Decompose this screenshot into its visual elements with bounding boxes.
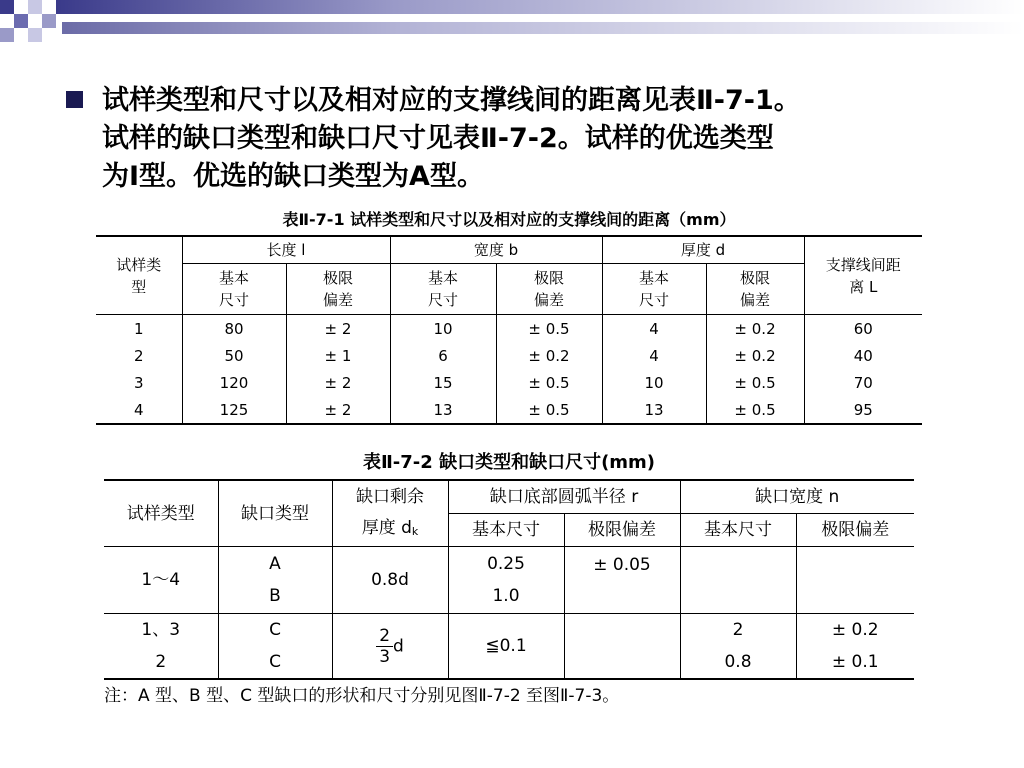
t1-header-tolerance: 极限偏差 xyxy=(496,264,602,315)
t2-header-remaining-bottom-cell xyxy=(332,514,448,547)
t2-r1-notch-b: B xyxy=(269,586,281,606)
table1-cell: 4 xyxy=(602,342,706,369)
t2-header-remaining-top: 缺口剩余 xyxy=(356,487,424,508)
t2-r2-width-tol-b: ± 0.1 xyxy=(831,652,879,672)
table1-row xyxy=(96,396,922,424)
t2-header-tolerance: 极限偏差 xyxy=(564,514,680,547)
table1-cell: ± 0.2 xyxy=(706,315,804,343)
table1-cell: 4 xyxy=(133,400,144,419)
table1-cell: ± 0.5 xyxy=(496,315,602,343)
table1-cell: 3 xyxy=(133,373,144,392)
t2-r2-notch-a: C xyxy=(269,620,281,640)
t2-r2-frac-den: 3 xyxy=(379,646,391,667)
t2-r1-width-tol xyxy=(796,547,914,614)
bullet-paragraph xyxy=(66,82,1006,196)
t2-header-radius: 缺口底部圆弧半径 r xyxy=(448,480,680,514)
table1-cell: ± 2 xyxy=(286,315,390,343)
t2-r2-radius-tol xyxy=(564,614,680,680)
table1-cell: 2 xyxy=(133,346,144,365)
t1-header-length: 长度 l xyxy=(182,236,390,264)
table2-title: 表Ⅱ-7-2 缺口类型和缺口尺寸(mm) xyxy=(362,452,656,473)
t2-r1-radius-basic-b: 1.0 xyxy=(492,586,520,606)
table1-cell: 95 xyxy=(804,396,922,424)
slide-decoration xyxy=(0,0,1024,48)
table1-cell: 50 xyxy=(182,342,286,369)
t2-r2-specimen-a: 1、3 xyxy=(141,620,181,640)
table1-cell: ± 0.5 xyxy=(706,369,804,396)
t2-r1-radius-basic-a: 0.25 xyxy=(487,554,525,574)
table1-row xyxy=(96,369,922,396)
table1-cell: ± 2 xyxy=(286,396,390,424)
table1-cell: 60 xyxy=(804,315,922,343)
bullet-line-3: 为I型。优选的缺口类型为A型。 xyxy=(102,161,484,192)
t2-r2-remaining xyxy=(332,614,448,680)
t1-header-thickness: 厚度 d xyxy=(602,236,804,264)
table1-cell: 120 xyxy=(182,369,286,396)
table1-cell: 13 xyxy=(390,396,496,424)
t2-r1-width-basic xyxy=(680,547,796,614)
bullet-line-2: 试样的缺口类型和缺口尺寸见表Ⅱ-7-2。试样的优选类型 xyxy=(102,123,774,154)
table1-cell: 10 xyxy=(602,369,706,396)
t1-header-basic: 基本尺寸 xyxy=(390,264,496,315)
t2-header-remaining-bottom: 厚度 d xyxy=(361,517,412,538)
t2-header-tolerance: 极限偏差 xyxy=(796,514,914,547)
table1-cell: 70 xyxy=(804,369,922,396)
t2-header-basic: 基本尺寸 xyxy=(680,514,796,547)
t2-header-notch-width: 缺口宽度 n xyxy=(680,480,914,514)
t1-header-basic: 基本尺寸 xyxy=(602,264,706,315)
table1 xyxy=(96,235,922,425)
t2-r1-notch-a: A xyxy=(269,554,281,574)
table1-row xyxy=(96,315,922,343)
t2-header-specimen-type: 试样类型 xyxy=(126,503,195,524)
t1-header-span: 支撑线间距离 L xyxy=(804,236,922,315)
t2-r2-notch-b: C xyxy=(269,652,281,672)
table1-cell: 15 xyxy=(390,369,496,396)
t1-header-tolerance: 极限偏差 xyxy=(286,264,390,315)
t2-r2-width-tol-a: ± 0.2 xyxy=(831,620,879,640)
table1-cell: 1 xyxy=(96,315,182,343)
table1-cell: 80 xyxy=(182,315,286,343)
t2-r2-width-tol xyxy=(796,614,914,680)
t2-r2-width-basic xyxy=(680,614,796,680)
bullet-text xyxy=(102,82,1006,196)
t2-r2-frac-num: 2 xyxy=(376,626,393,647)
table1-cell: ± 2 xyxy=(286,369,390,396)
t1-header-width: 宽度 b xyxy=(390,236,602,264)
table1-cell: 10 xyxy=(390,315,496,343)
table1-cell: 40 xyxy=(804,342,922,369)
t2-r2-fraction xyxy=(376,626,393,667)
table1-cell: ± 1 xyxy=(286,342,390,369)
table1-cell: 6 xyxy=(390,342,496,369)
table1-title: 表Ⅱ-7-1 试样类型和尺寸以及相对应的支撑线间的距离（mm） xyxy=(282,210,736,229)
table1-cell: ± 0.5 xyxy=(706,396,804,424)
t2-r2-width-basic-a: 2 xyxy=(732,620,744,640)
t2-r1-specimen: 1～4 xyxy=(104,547,218,614)
table1-cell: 13 xyxy=(602,396,706,424)
table1-cell: ± 0.5 xyxy=(496,369,602,396)
table1-row xyxy=(96,342,922,369)
table1-cell: ± 0.2 xyxy=(496,342,602,369)
table1-cell: ± 0.2 xyxy=(706,342,804,369)
t2-header-remaining-sub: k xyxy=(411,524,419,538)
table2-note: 注：A 型、B 型、C 型缺口的形状和尺寸分别见图Ⅱ-7-2 至图Ⅱ-7-3。 xyxy=(104,686,620,706)
table1-cell: ± 0.5 xyxy=(496,396,602,424)
t2-header-remaining xyxy=(332,480,448,514)
table1-cell: 4 xyxy=(602,315,706,343)
t2-r2-radius-basic: ≦0.1 xyxy=(448,614,564,680)
t2-r2-specimens xyxy=(104,614,218,680)
t1-header-basic: 基本尺寸 xyxy=(182,264,286,315)
t2-r2-notch-types xyxy=(218,614,332,680)
t1-header-type: 试样类型 xyxy=(116,255,162,296)
table1-cell: 125 xyxy=(182,396,286,424)
t2-r1-radius-tol: ± 0.05 xyxy=(564,547,680,614)
bullet-line-1: 试样类型和尺寸以及相对应的支撑线间的距离见表Ⅱ-7-1。 xyxy=(102,85,801,116)
t2-r1-remaining: 0.8d xyxy=(332,547,448,614)
t2-r1-notch-types xyxy=(218,547,332,614)
t2-r2-specimen-b: 2 xyxy=(155,652,167,672)
t2-r1-radius-basic xyxy=(448,547,564,614)
table2 xyxy=(104,479,914,680)
bullet-square-icon xyxy=(66,91,83,108)
t2-r2-frac-var: d xyxy=(393,636,404,656)
t2-r2-width-basic-b: 0.8 xyxy=(724,652,752,672)
t2-header-notch-type: 缺口类型 xyxy=(218,480,332,547)
t1-header-tolerance: 极限偏差 xyxy=(706,264,804,315)
t2-header-basic: 基本尺寸 xyxy=(448,514,564,547)
